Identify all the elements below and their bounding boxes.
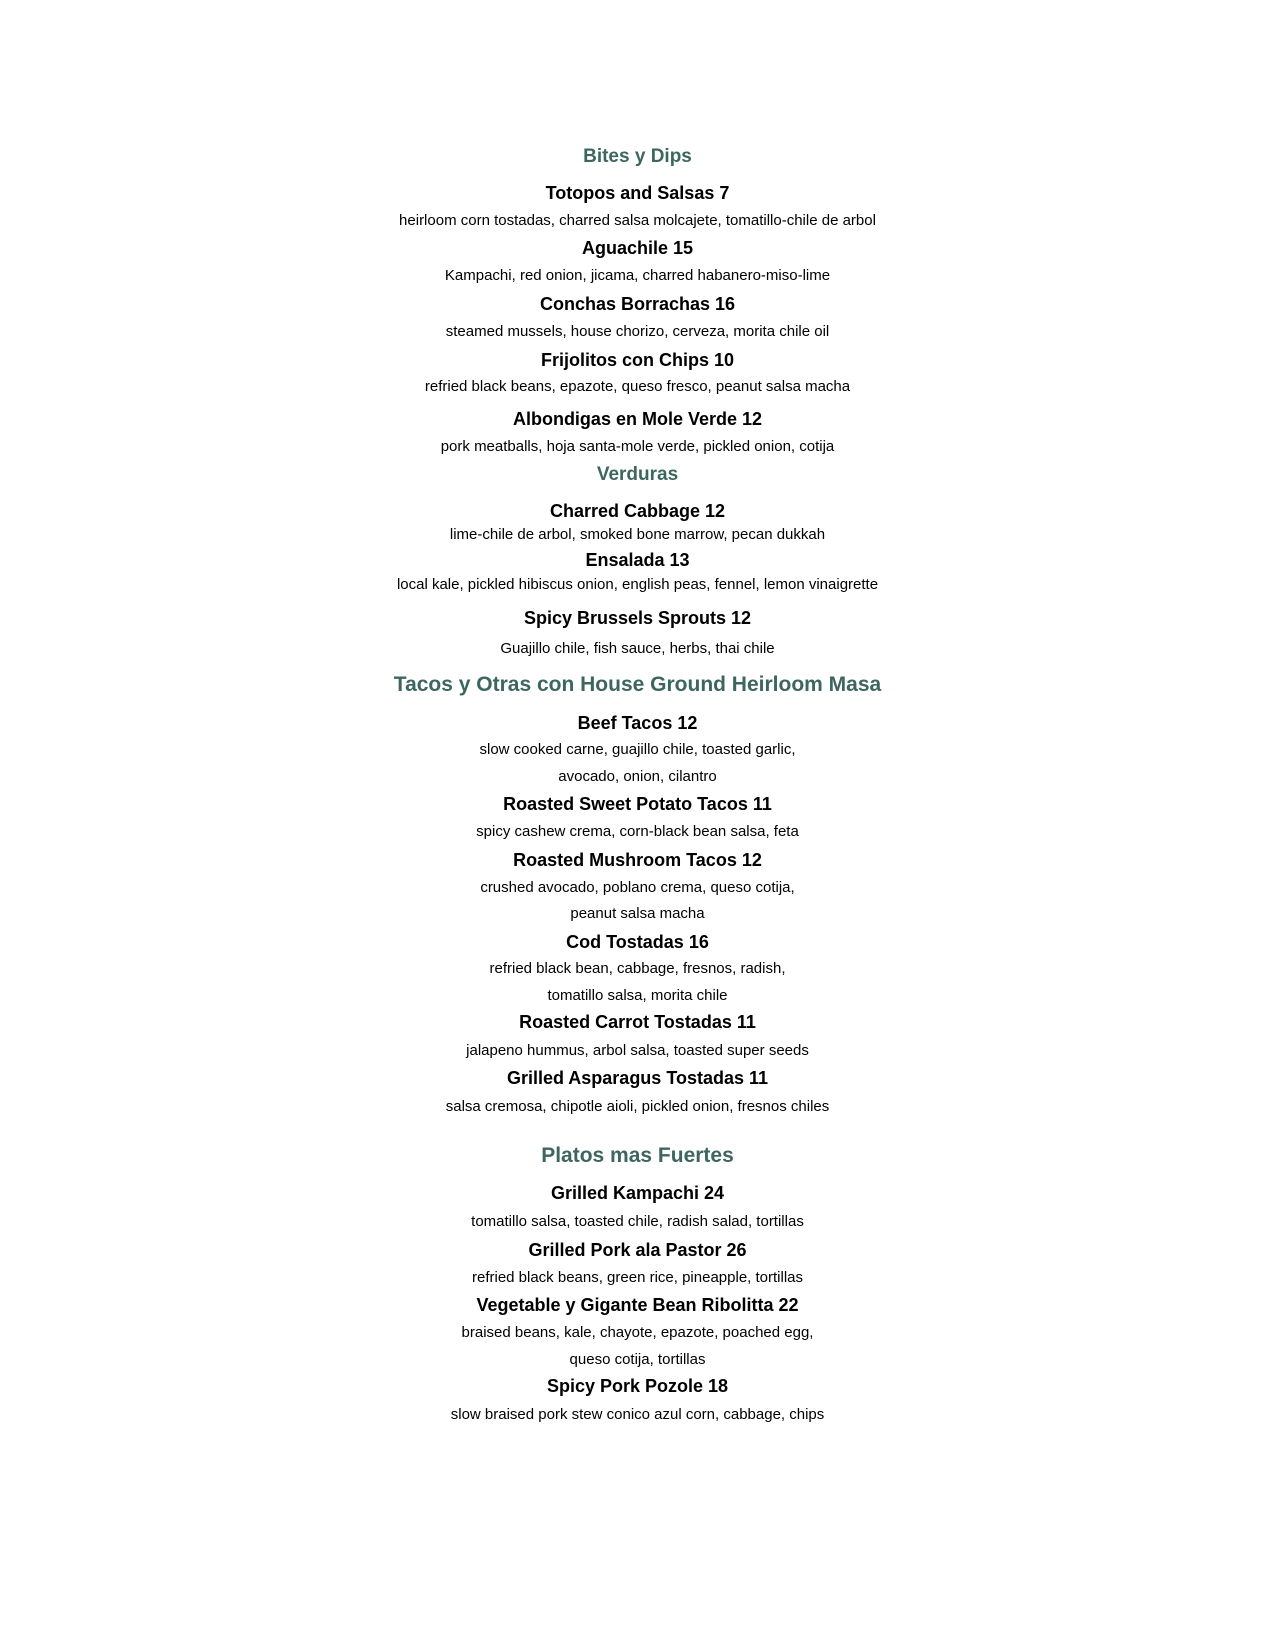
menu-item-name: Grilled Pork ala Pastor 26: [528, 1240, 747, 1260]
section-title-verduras: Verduras: [596, 464, 679, 485]
menu-item-description: lime-chile de arbol, smoked bone marrow, pecan dukkah: [449, 526, 826, 543]
menu-item-description: Guajillo chile, fish sauce, herbs, thai chile: [500, 640, 775, 657]
menu-item-description: queso cotija, tortillas: [569, 1351, 706, 1368]
menu-item-name: Cod Tostadas 16: [566, 932, 709, 952]
menu-item-description: heirloom corn tostadas, charred salsa molcajete, tomatillo-chile de arbol: [399, 212, 876, 229]
menu-item-description: pork meatballs, hoja santa-mole verde, pickled onion, cotija: [440, 438, 835, 455]
menu-item-name: Totopos and Salsas 7: [545, 183, 730, 203]
menu-item-description: slow cooked carne, guajillo chile, toasted garlic,: [479, 741, 796, 758]
menu-item-name: Grilled Kampachi 24: [550, 1183, 725, 1203]
menu-item-description: jalapeno hummus, arbol salsa, toasted super seeds: [466, 1042, 809, 1059]
menu-item-name: Spicy Brussels Sprouts 12: [523, 608, 752, 628]
menu-item-name: Conchas Borrachas 16: [539, 294, 736, 314]
menu-item-name: Roasted Carrot Tostadas 11: [519, 1012, 756, 1032]
menu-item-description: braised beans, kale, chayote, epazote, poached egg,: [461, 1324, 814, 1341]
menu-item-name: Ensalada 13: [585, 550, 690, 570]
menu-item-name: Grilled Asparagus Tostadas 11: [506, 1068, 769, 1088]
menu-item-description: avocado, onion, cilantro: [558, 768, 717, 785]
menu-item-name: Vegetable y Gigante Bean Ribolitta 22: [476, 1295, 799, 1315]
menu-item-description: refried black beans, green rice, pineapple, tortillas: [471, 1269, 804, 1286]
section-title-platos-mas-fuertes: Platos mas Fuertes: [541, 1144, 734, 1167]
menu-item-name: Charred Cabbage 12: [549, 501, 726, 521]
menu-item-name: Beef Tacos 12: [577, 713, 698, 733]
menu-item-name: Spicy Pork Pozole 18: [546, 1376, 729, 1396]
menu-item-description: crushed avocado, poblano crema, queso cotija,: [480, 879, 795, 896]
menu-item-name: Frijolitos con Chips 10: [540, 350, 735, 370]
section-title-tacos-y-otras: Tacos y Otras con House Ground Heirloom Masa: [393, 673, 882, 696]
menu-item-description: steamed mussels, house chorizo, cerveza, morita chile oil: [445, 323, 830, 340]
menu-item-description: slow braised pork stew conico azul corn, cabbage, chips: [450, 1406, 825, 1423]
menu-item-name: Roasted Sweet Potato Tacos 11: [503, 794, 772, 814]
menu-item-name: Roasted Mushroom Tacos 12: [513, 850, 762, 870]
menu-item-description: peanut salsa macha: [570, 905, 705, 922]
menu-item-name: Albondigas en Mole Verde 12: [512, 409, 763, 429]
menu-item-description: refried black beans, epazote, queso fresco, peanut salsa macha: [424, 378, 851, 395]
menu-item-description: spicy cashew crema, corn-black bean salsa, feta: [476, 823, 799, 840]
menu-item-description: salsa cremosa, chipotle aioli, pickled onion, fresnos chiles: [445, 1098, 830, 1115]
menu-item-description: local kale, pickled hibiscus onion, english peas, fennel, lemon vinaigrette: [396, 576, 879, 593]
menu-item-description: tomatillo salsa, toasted chile, radish salad, tortillas: [471, 1213, 804, 1230]
menu-item-description: refried black bean, cabbage, fresnos, radish,: [489, 960, 786, 977]
menu-item-description: Kampachi, red onion, jicama, charred habanero-miso-lime: [444, 267, 831, 284]
menu-item-name: Aguachile 15: [581, 238, 694, 258]
section-title-bites-y-dips: Bites y Dips: [583, 146, 692, 167]
menu-item-description: tomatillo salsa, morita chile: [547, 987, 728, 1004]
